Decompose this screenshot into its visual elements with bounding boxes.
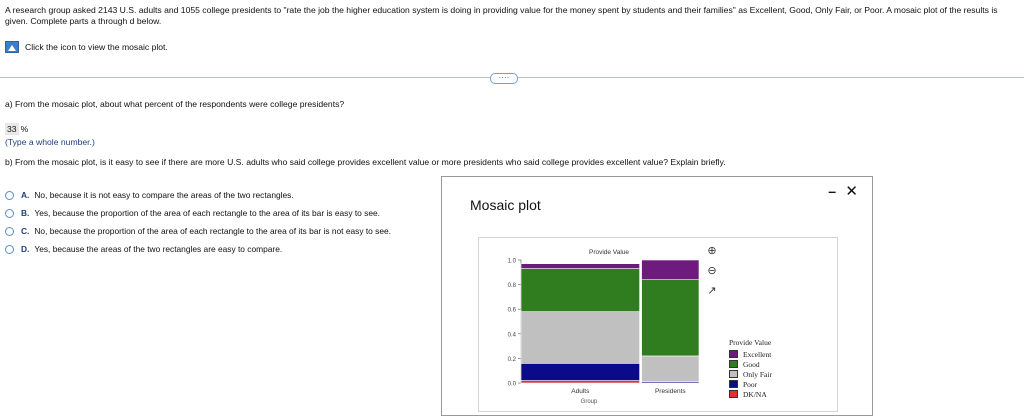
radio-icon[interactable] xyxy=(5,209,14,218)
legend-label: DK/NA xyxy=(743,389,767,399)
legend-swatch xyxy=(729,390,738,398)
part-a-answer-input[interactable]: 33 xyxy=(7,124,17,134)
x-axis-label: Group xyxy=(580,399,598,405)
legend-label: Good xyxy=(743,359,760,369)
zoom-out-icon[interactable]: ⊖ xyxy=(707,265,717,277)
zoom-in-icon[interactable]: ⊕ xyxy=(707,245,717,257)
minimize-button[interactable]: – xyxy=(828,183,836,199)
option-text: Yes, because the proportion of the area of each rectangle to the area of its bar is easy to see. xyxy=(34,208,380,218)
legend-item xyxy=(729,369,772,379)
mosaic-cell-good-adults xyxy=(521,269,640,312)
y-tick-label: 0.2 xyxy=(507,356,516,363)
option-a[interactable] xyxy=(5,186,391,204)
legend-label: Poor xyxy=(743,379,758,389)
mosaic-plot-window xyxy=(441,176,873,416)
close-button[interactable]: ✕ xyxy=(845,183,858,200)
legend-item xyxy=(729,379,772,389)
mosaic-cell-poor-adults xyxy=(521,363,640,380)
zoom-tools xyxy=(705,244,719,298)
mosaic-cell-excellent-adults xyxy=(521,264,640,269)
part-a-hint: (Type a whole number.) xyxy=(5,137,95,147)
mosaic-cell-only-fair-adults xyxy=(521,312,640,364)
option-letter: C. xyxy=(21,226,30,236)
option-text: Yes, because the areas of the two rectangles are easy to compare. xyxy=(34,244,283,254)
plot-frame xyxy=(478,237,838,412)
legend-swatch xyxy=(729,370,738,378)
x-category-label: Adults xyxy=(571,388,590,395)
legend-label: Only Fair xyxy=(743,369,772,379)
part-a-unit: % xyxy=(20,124,29,134)
problem-intro: A research group asked 2143 U.S. adults and 1055 college presidents to "rate the job the higher education system is doing in providing value for the money spent by students and their families" as Excellent, Good, Only Fair, or Poor. A mosaic plot of the results is given. Complete parts a through d below. xyxy=(5,5,998,26)
y-tick-label: 0.4 xyxy=(507,332,516,339)
option-b[interactable] xyxy=(5,204,391,222)
legend-item xyxy=(729,349,772,359)
mosaic-cell-only-fair-presidents xyxy=(642,356,699,382)
part-b-options xyxy=(5,186,391,258)
legend-swatch xyxy=(729,350,738,358)
legend-item xyxy=(729,389,772,399)
expand-more-button[interactable]: ···· xyxy=(490,73,518,84)
image-icon[interactable] xyxy=(5,41,19,53)
option-letter: D. xyxy=(21,244,30,254)
y-tick-label: 0.6 xyxy=(507,307,516,314)
x-category-label: Presidents xyxy=(654,388,686,395)
legend-swatch xyxy=(729,360,738,368)
part-a-question: a) From the mosaic plot, about what percent of the respondents were college presidents? xyxy=(5,99,345,109)
legend-title: Provide Value xyxy=(729,338,772,347)
part-b-question: b) From the mosaic plot, is it easy to see if there are more U.S. adults who said college provides excellent value or more presidents who said college provides excellent value? Explain briefly. xyxy=(5,157,726,167)
mosaic-chart xyxy=(479,238,837,411)
radio-icon[interactable] xyxy=(5,245,14,254)
option-text: No, because the proportion of the area of each rectangle to the area of its bar is not easy to see. xyxy=(34,226,391,236)
radio-icon[interactable] xyxy=(5,227,14,236)
y-tick-label: 0.8 xyxy=(507,283,516,290)
popout-icon[interactable]: ↗ xyxy=(707,285,717,297)
legend-label: Excellent xyxy=(743,349,772,359)
part-a-answer xyxy=(5,123,28,135)
radio-icon[interactable] xyxy=(5,191,14,200)
mosaic-plot-link[interactable] xyxy=(5,41,168,53)
option-c[interactable] xyxy=(5,222,391,240)
legend xyxy=(729,338,772,399)
legend-swatch xyxy=(729,380,738,388)
mosaic-cell-dk-na-adults xyxy=(521,381,640,383)
option-d[interactable] xyxy=(5,240,391,258)
option-text: No, because it is not easy to compare the areas of the two rectangles. xyxy=(34,190,294,200)
mosaic-cell-excellent-presidents xyxy=(642,260,699,280)
y-tick-label: 1.0 xyxy=(507,258,516,265)
option-letter: B. xyxy=(21,208,30,218)
mosaic-cell-good-presidents xyxy=(642,280,699,356)
legend-items xyxy=(729,349,772,399)
legend-item xyxy=(729,359,772,369)
chart-title: Provide Value xyxy=(589,249,629,256)
y-tick-label: 0.0 xyxy=(507,381,516,388)
mosaic-plot-link-text: Click the icon to view the mosaic plot. xyxy=(25,42,168,52)
option-letter: A. xyxy=(21,190,30,200)
window-title: Mosaic plot xyxy=(470,197,541,213)
